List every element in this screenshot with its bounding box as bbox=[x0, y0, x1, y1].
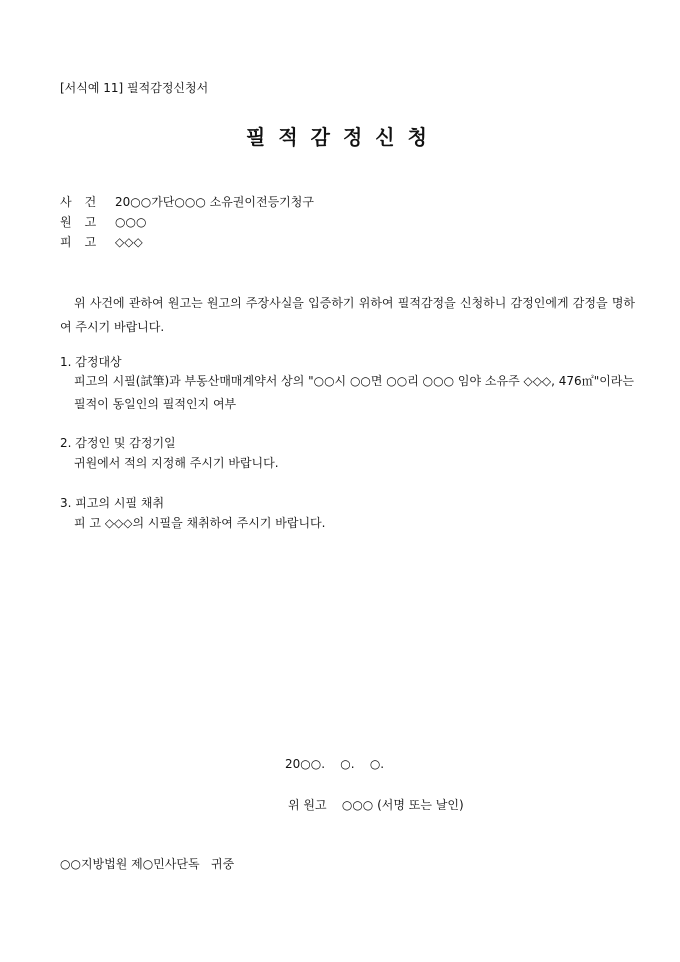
document-title: 필적감정신청 bbox=[246, 125, 440, 149]
party-plaintiff-value: ○○○ bbox=[115, 215, 147, 229]
party-case-label: 사건 bbox=[60, 195, 110, 209]
party-plaintiff-label: 원고 bbox=[60, 215, 110, 229]
addressee-line: ○○지방법원 제○민사단독 귀중 bbox=[60, 857, 235, 871]
party-case-value: 20○○가단○○○ 소유권이전등기청구 bbox=[115, 195, 314, 209]
item-text-1: 피고의 시필(試筆)과 부동산매매계약서 상의 "○○시 ○○면 ○○리 ○○○ 임야 소유주 ◇◇◇, 476㎡"이라는 필적이 동일인의 필적인지 여부 bbox=[74, 374, 634, 411]
party-plaintiff-row bbox=[60, 213, 146, 230]
party-defendant-row bbox=[60, 233, 143, 250]
item-heading-2: 2. 감정인 및 감정기일 bbox=[60, 436, 176, 450]
item-heading-3: 3. 피고의 시필 채취 bbox=[60, 496, 165, 510]
item-text-3: 피 고 ◇◇◇의 시필을 채취하여 주시기 바랍니다. bbox=[74, 516, 326, 530]
signer-line: 위 원고 ○○○ (서명 또는 날인) bbox=[288, 798, 464, 812]
party-defendant-label: 피고 bbox=[60, 235, 110, 249]
body-paragraph: 위 사건에 관하여 원고는 원고의 주장사실을 입증하기 위하여 필적감정을 신청하니 감정인에게 감정을 명하여 주시기 바랍니다. bbox=[60, 296, 635, 334]
party-case-row bbox=[60, 193, 314, 210]
form-label: [서식예 11] 필적감정신청서 bbox=[60, 81, 209, 95]
item-heading-1: 1. 감정대상 bbox=[60, 355, 122, 369]
document-date: 20○○. ○. ○. bbox=[285, 757, 385, 771]
party-defendant-value: ◇◇◇ bbox=[115, 235, 143, 249]
item-text-2: 귀원에서 적의 지정해 주시기 바랍니다. bbox=[74, 456, 279, 470]
